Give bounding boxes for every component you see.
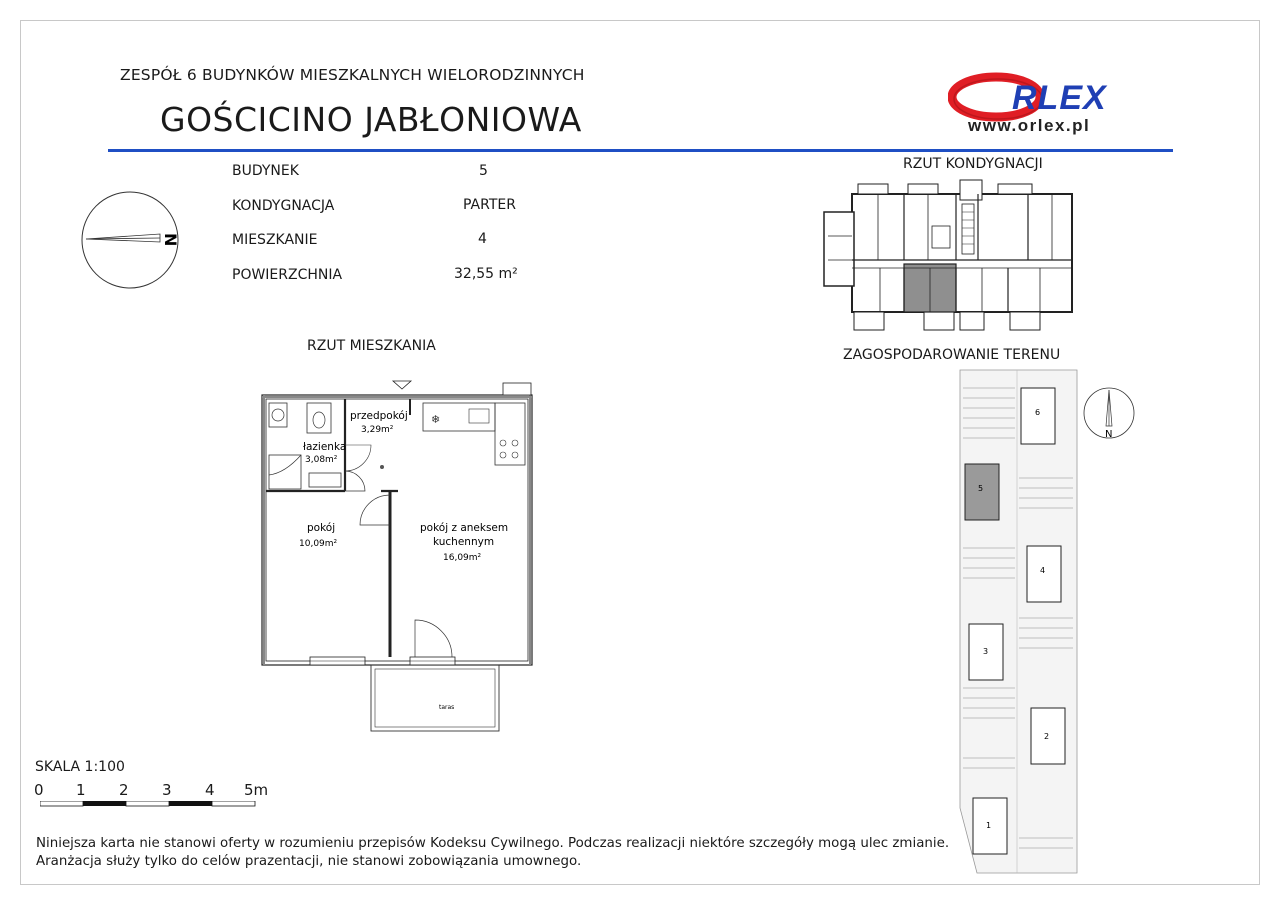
apartment-plan [255, 375, 545, 740]
info-value-building: 5 [479, 163, 488, 179]
site-plan-label: ZAGOSPODAROWANIE TERENU [843, 347, 1061, 363]
svg-text:6: 6 [1035, 408, 1041, 417]
info-label-floor: KONDYGNACJA [232, 198, 335, 214]
site-plan [955, 368, 1085, 878]
room-area-hall: 3,29m² [361, 425, 394, 435]
floor-plan-label: RZUT KONDYGNACJI [903, 156, 1043, 172]
info-label-building: BUDYNEK [232, 163, 299, 179]
scale-tick-0: 0 [34, 781, 44, 799]
svg-text:N: N [161, 233, 180, 247]
svg-text:N: N [1105, 429, 1113, 440]
scale-label: SKALA 1:100 [35, 759, 125, 775]
room-label-living-line1: pokój z aneksem [420, 522, 509, 534]
disclaimer-line-1: Niniejsza karta nie stanowi oferty w rozumieniu przepisów Kodeksu Cywilnego. Podczas realizacji niektóre szczegóły mogą ulec zmianie. [36, 836, 950, 851]
header-divider [108, 149, 1173, 152]
room-label-bedroom: pokój [307, 522, 336, 534]
info-label-apartment: MIESZKANIE [232, 232, 318, 248]
room-label-living-line2: kuchennym [433, 536, 495, 548]
room-area-living: 16,09m² [443, 553, 482, 563]
svg-text:1: 1 [986, 821, 992, 830]
info-value-area: 32,55 m² [454, 266, 518, 282]
floor-plan [818, 176, 1080, 332]
info-label-area: POWIERZCHNIA [232, 267, 343, 283]
room-area-bedroom: 10,09m² [299, 539, 338, 549]
apartment-plan-label: RZUT MIESZKANIA [307, 338, 436, 354]
room-label-terrace: taras [439, 704, 455, 711]
scale-tick-1: 1 [76, 781, 86, 799]
svg-text:2: 2 [1044, 732, 1050, 741]
site-north-arrow-icon [1082, 386, 1136, 440]
disclaimer [36, 835, 949, 871]
logo-url: www.orlex.pl [968, 116, 1091, 135]
scale-tick-4: 4 [205, 781, 215, 799]
room-label-bathroom: łazienka [303, 441, 347, 453]
disclaimer-line-2: Aranżacja służy tylko do celów prazentacji, nie stanowi zobowiązania umownego. [36, 854, 582, 869]
scale-tick-2: 2 [119, 781, 129, 799]
logo-brand-text: RLEX [1012, 79, 1107, 117]
project-subtitle: ZESPÓŁ 6 BUDYNKÓW MIESZKALNYCH WIELORODZINNYCH [120, 66, 585, 84]
svg-text:5: 5 [978, 484, 984, 493]
scale-bar [40, 801, 260, 809]
info-value-floor: PARTER [463, 197, 516, 213]
north-arrow-icon [80, 190, 180, 290]
svg-text:❄: ❄ [431, 413, 441, 426]
project-title: GOŚCICINO JABŁONIOWA [160, 100, 582, 139]
scale-tick-5: 5m [244, 781, 269, 799]
room-label-hall: przedpokój [350, 410, 408, 422]
info-value-apartment: 4 [478, 231, 487, 247]
room-area-bathroom: 3,08m² [305, 455, 338, 465]
svg-text:3: 3 [983, 647, 989, 656]
svg-text:4: 4 [1040, 566, 1046, 575]
scale-tick-3: 3 [162, 781, 172, 799]
